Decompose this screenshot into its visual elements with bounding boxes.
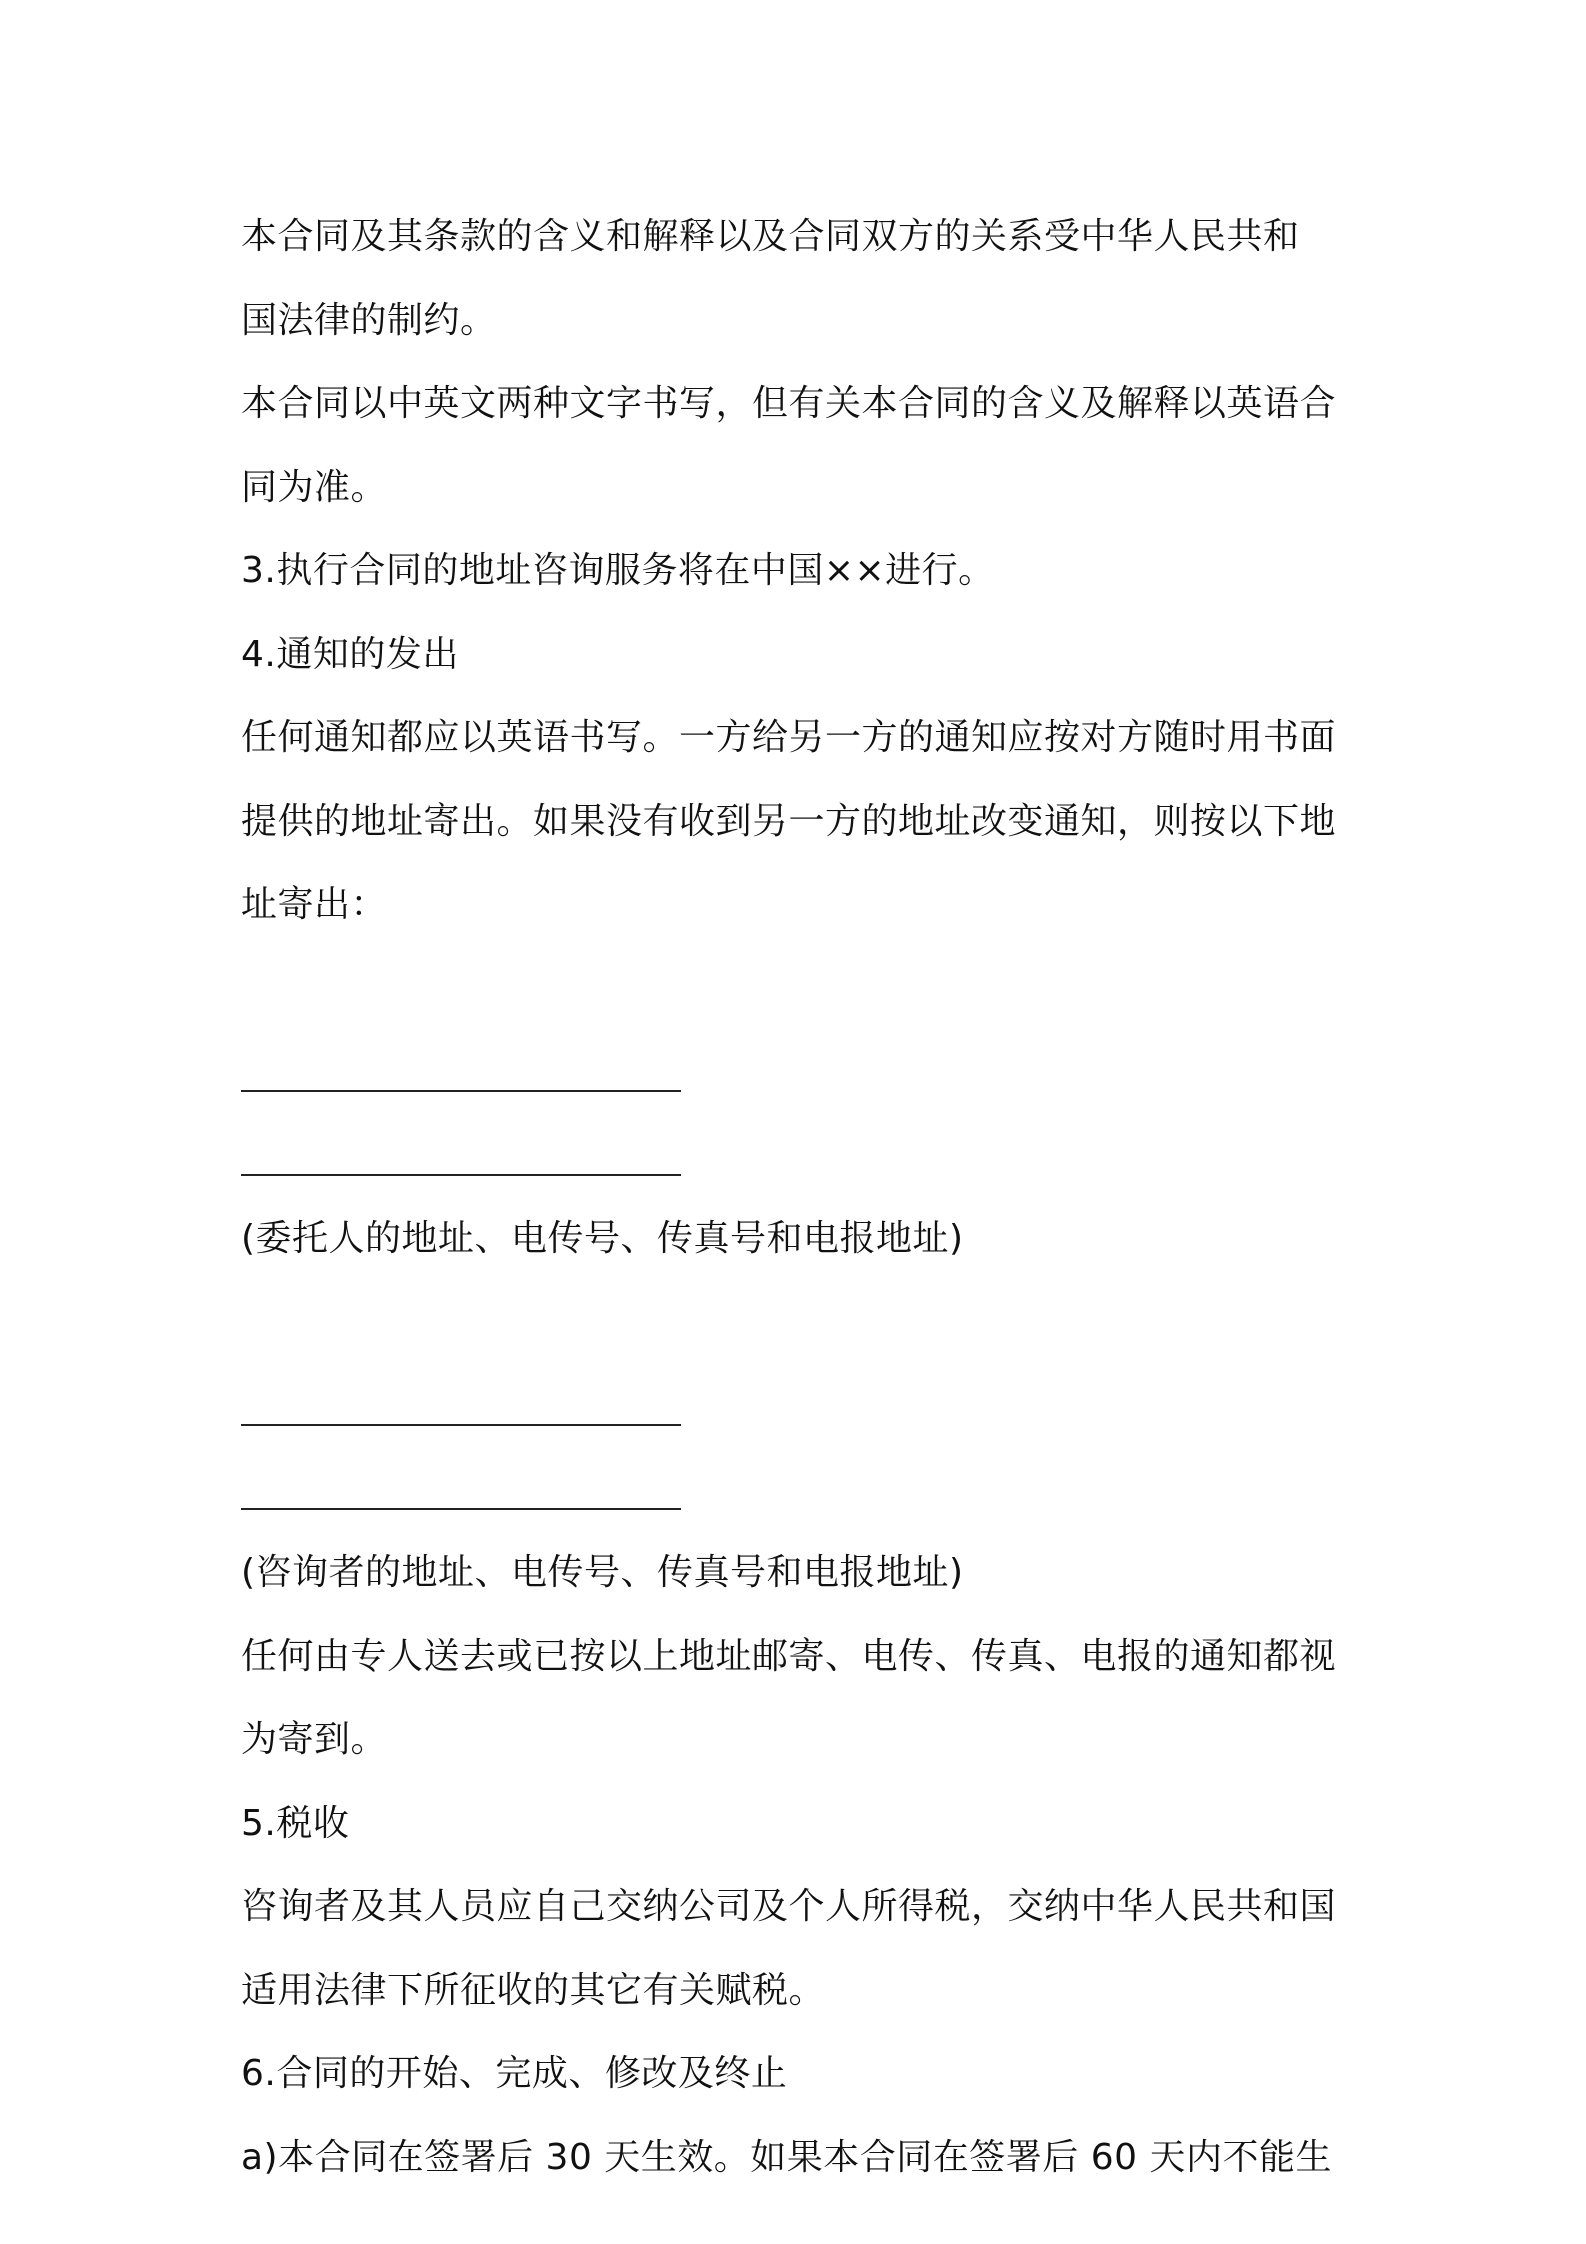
text-line: 适用法律下所征收的其它有关赋税。 [241,1969,826,2011]
consultant-address-caption: (咨询者的地址、电传号、传真号和电报地址) [241,1552,964,1593]
text-line: 国法律的制约。 [241,299,497,341]
fill-in-blank [241,1030,681,1092]
section-5-heading: 5.税收 [241,1802,350,1844]
text-line: 任何通知都应以英语书写。一方给另一方的通知应按对方随时用书面 [241,717,1337,758]
text-line: 咨询者及其人员应自己交纳公司及个人所得税，交纳中华人民共和国 [241,1886,1337,1927]
document-body [241,195,1361,2199]
text-line: 同为准。 [241,466,388,508]
fill-in-blank [241,1364,681,1426]
blank-line-4 [241,1448,1361,1532]
text-line: 址寄出： [241,884,388,925]
text-line: 提供的地址寄出。如果没有收到另一方的地址改变通知，则按以下地 [241,800,1337,842]
blank-line-2 [241,1114,1361,1198]
section-6-heading: 6.合同的开始、完成、修改及终止 [241,2053,788,2094]
fill-in-blank [241,1448,681,1510]
client-address-caption: (委托人的地址、电传号、传真号和电报地址) [241,1218,964,1259]
text-line: 本合同及其条款的含义和解释以及合同双方的关系受中华人民共和 [241,216,1300,257]
text-line: 本合同以中英文两种文字书写，但有关本合同的含义及解释以英语合 [241,383,1337,424]
spacer-line [241,1281,1361,1365]
section-4-heading: 4.通知的发出 [241,633,459,675]
spacer-line [241,947,1361,1031]
text-line: 任何由专人送去或已按以上地址邮寄、电传、传真、电报的通知都视 [241,1635,1337,1677]
blank-line-3 [241,1364,1361,1448]
section-3-text: 3.执行合同的地址咨询服务将在中国××进行。 [241,550,995,591]
blank-line-1 [241,1030,1361,1114]
text-line: 为寄到。 [241,1719,388,1760]
text-line: a)本合同在签署后 30 天生效。如果本合同在签署后 60 天内不能生 [241,2136,1332,2178]
fill-in-blank [241,1114,681,1176]
